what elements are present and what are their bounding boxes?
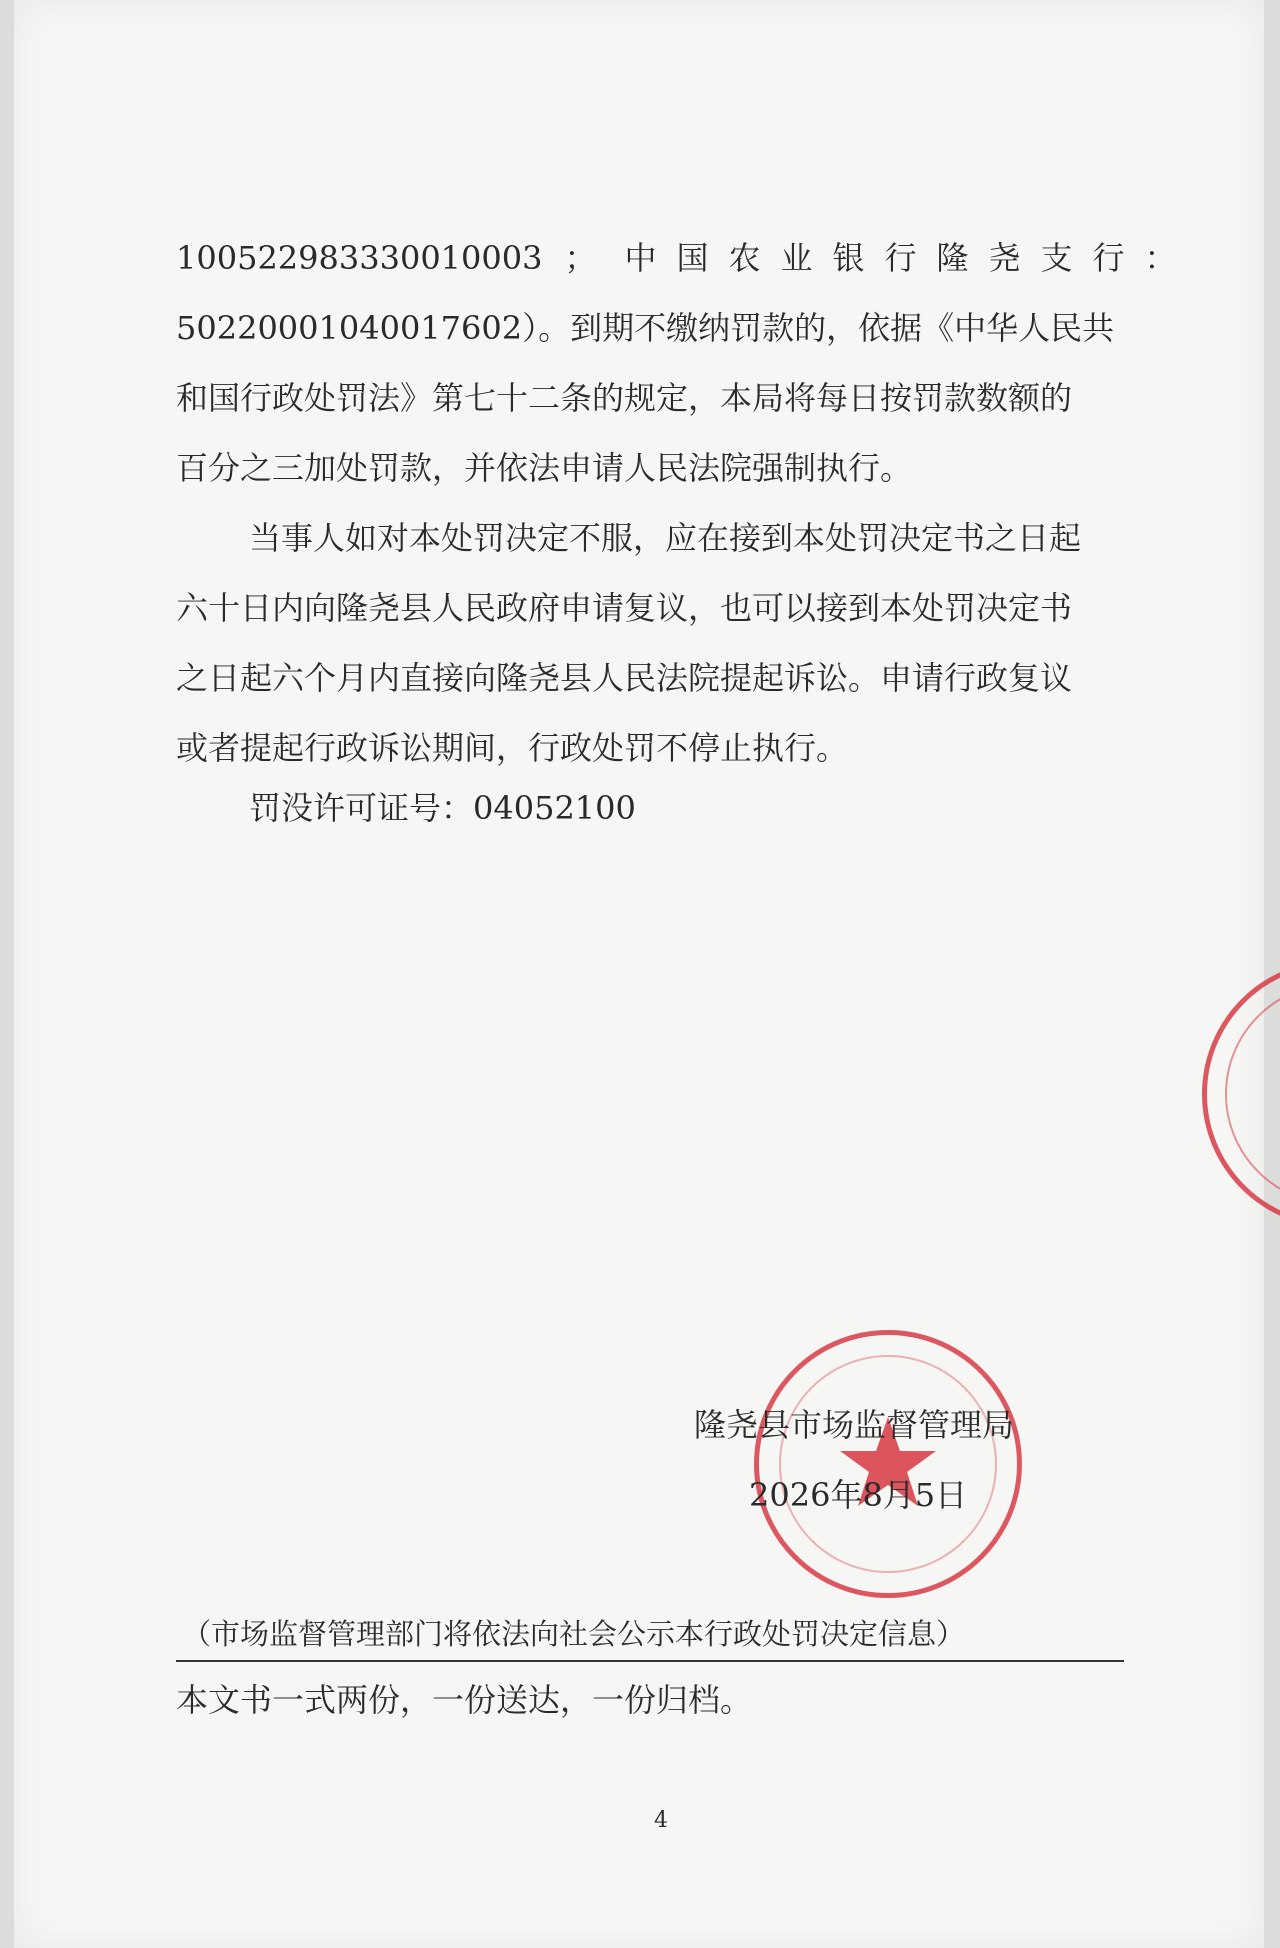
page-number: 4 bbox=[654, 1808, 668, 1833]
paragraph1-line1 bbox=[176, 238, 1197, 278]
paragraph2-line2: 六十日内向隆尧县人民政府申请复议，也可以接到本处罚决定书 bbox=[176, 589, 1073, 627]
paragraph1-line2: 50220001040017602）。到期不缴纳罚款的，依据《中华人民共 bbox=[176, 309, 1115, 347]
divider-line bbox=[176, 1660, 1124, 1662]
paragraph1-line3: 和国行政处罚法》第七十二条的规定，本局将每日按罚款数额的 bbox=[176, 379, 1073, 417]
seal-star-icon bbox=[759, 1335, 1017, 1593]
paragraph1-line4: 百分之三加处罚款，并依法申请人民法院强制执行。 bbox=[176, 449, 913, 487]
separator: ； bbox=[564, 239, 597, 277]
bank-name: 中国农业银行隆尧支行： bbox=[624, 239, 1197, 277]
issuing-authority: 隆尧县市场监督管理局 bbox=[694, 1406, 1015, 1444]
document-page bbox=[14, 0, 1264, 1948]
official-seal bbox=[754, 1330, 1022, 1598]
copies-note: 本文书一式两份，一份送达，一份归档。 bbox=[176, 1681, 753, 1719]
partial-official-seal bbox=[1202, 960, 1280, 1228]
permit-number: 罚没许可证号：04052100 bbox=[249, 789, 636, 827]
paragraph2-line1: 当事人如对本处罚决定不服，应在接到本处罚决定书之日起 bbox=[249, 519, 1082, 557]
issue-date: 2026年8月5日 bbox=[749, 1476, 968, 1514]
paragraph2-line4: 或者提起行政诉讼期间，行政处罚不停止执行。 bbox=[176, 729, 849, 767]
publicity-footnote: （市场监督管理部门将依法向社会公示本行政处罚决定信息） bbox=[182, 1617, 966, 1651]
paragraph2-line3: 之日起六个月内直接向隆尧县人民法院提起诉讼。申请行政复议 bbox=[176, 659, 1073, 697]
bank-account-number: 100522983330010003 bbox=[176, 239, 543, 277]
